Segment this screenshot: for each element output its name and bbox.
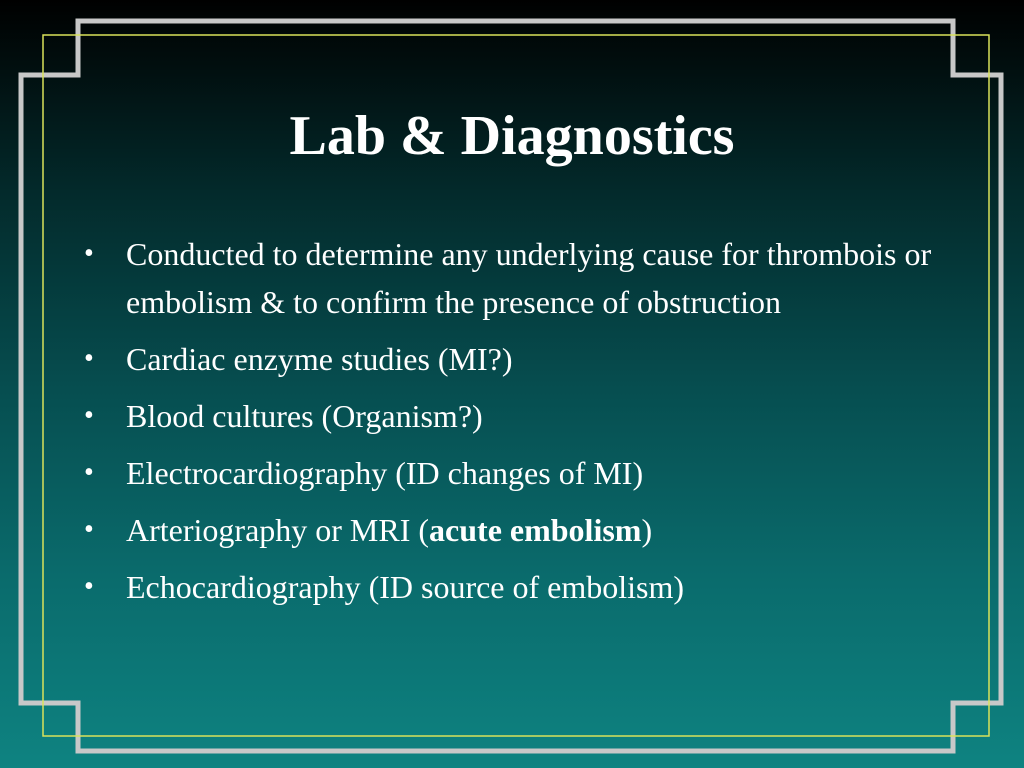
bullet-icon: • xyxy=(84,571,94,602)
bullet-list xyxy=(84,230,934,620)
slide-title: Lab & Diagnostics xyxy=(289,105,735,167)
bullet-icon: • xyxy=(84,238,94,269)
bullet-text-suffix: ) xyxy=(641,512,653,548)
list-item xyxy=(84,392,934,440)
bullet-text: Blood cultures (Organism?) xyxy=(126,398,483,434)
list-item xyxy=(84,506,934,554)
bullet-text xyxy=(126,506,934,554)
list-item xyxy=(84,563,934,611)
bullet-icon: • xyxy=(84,343,94,374)
bullet-text: Electrocardiography (ID changes of MI) xyxy=(126,455,644,491)
list-item xyxy=(84,449,934,497)
bullet-icon: • xyxy=(84,514,94,545)
bullet-text: Cardiac enzyme studies (MI?) xyxy=(126,341,513,377)
bullet-text-prefix: Arteriography or MRI ( xyxy=(126,512,430,548)
bullet-text: Echocardiography (ID source of embolism) xyxy=(126,569,685,605)
bullet-icon: • xyxy=(84,457,94,488)
bullet-text-bold: acute embolism xyxy=(429,512,642,548)
list-item xyxy=(84,230,934,326)
list-item xyxy=(84,335,934,383)
bullet-text: Conducted to determine any underlying cause for thrombois or embolism & to confirm the presence of obstruction xyxy=(126,236,932,320)
bullet-icon: • xyxy=(84,400,94,431)
